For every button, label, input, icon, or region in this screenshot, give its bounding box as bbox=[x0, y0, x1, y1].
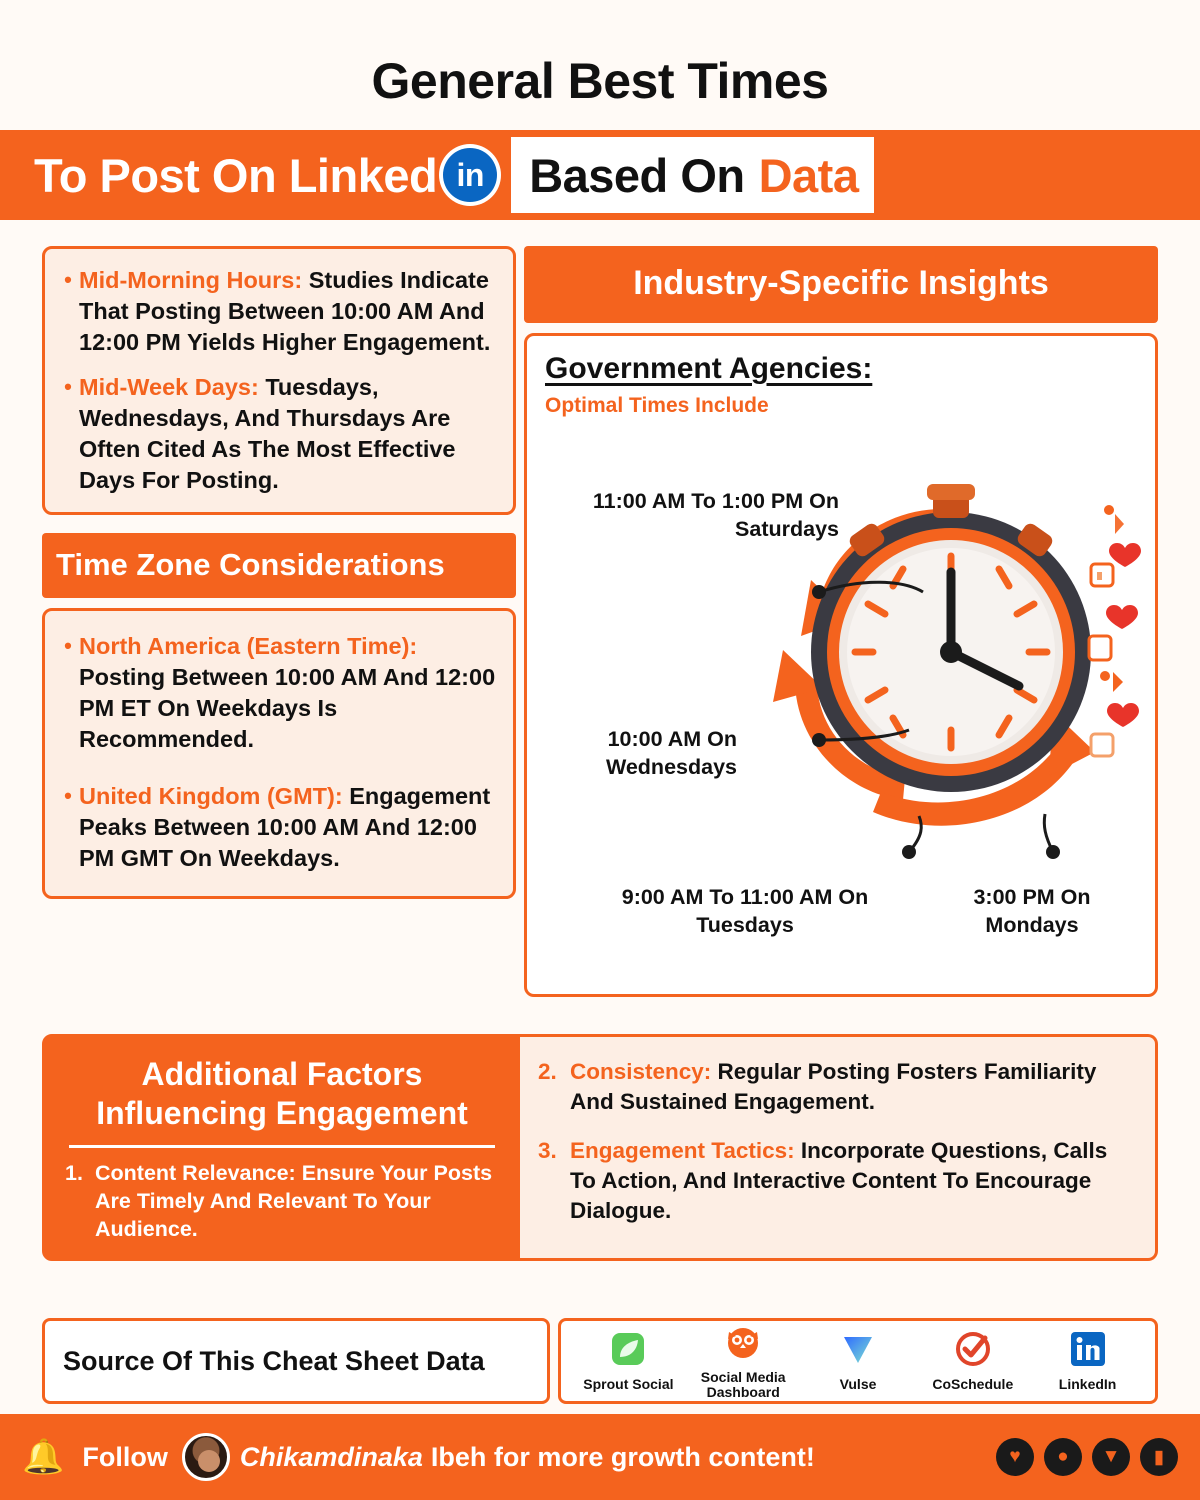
additional-factors-card bbox=[42, 1034, 520, 1261]
owl-icon bbox=[723, 1322, 763, 1367]
additional-notes-card bbox=[520, 1034, 1158, 1261]
vulse-triangle-icon bbox=[838, 1329, 878, 1374]
additional-factors-section bbox=[42, 1034, 1158, 1261]
item-rest: Ensure Your Posts Are Timely And Relevant To Your Audience. bbox=[95, 1161, 493, 1241]
header-band-left bbox=[34, 144, 503, 206]
send-icon[interactable]: ▼ bbox=[1092, 1438, 1130, 1476]
bullet-dot-icon: • bbox=[64, 374, 72, 400]
bullet-dot-icon: • bbox=[64, 783, 72, 809]
bullet-lead: United Kingdom (GMT): bbox=[79, 783, 343, 810]
bullet-rest: Studies Indicate That Posting Between 10:00 AM And 12:00 PM Yields Higher Engagement. bbox=[79, 267, 491, 356]
bullet-dot-icon: • bbox=[64, 633, 72, 659]
source-item-vulse bbox=[803, 1329, 913, 1392]
footer-bar bbox=[0, 1414, 1200, 1500]
government-agencies-card bbox=[524, 333, 1158, 997]
list-item bbox=[538, 1057, 1137, 1116]
item-lead: Engagement Tactics: bbox=[570, 1138, 795, 1164]
header-band-right-text: Based On bbox=[529, 148, 745, 202]
bullet-lead: North America (Eastern Time): bbox=[79, 633, 418, 660]
item-lead: Content Relevance: bbox=[95, 1161, 296, 1186]
list-item bbox=[57, 631, 497, 755]
list-item bbox=[65, 1160, 499, 1244]
sources-label: Source Of This Cheat Sheet Data bbox=[42, 1318, 550, 1404]
bullet-rest: Engagement Peaks Between 10:00 AM And 12:00 PM GMT On Weekdays. bbox=[79, 783, 491, 872]
source-item-linkedin bbox=[1033, 1329, 1143, 1392]
footer-social-icons bbox=[996, 1438, 1178, 1476]
linkedin-icon-glyph: in bbox=[443, 148, 497, 202]
header-band-accent: Data bbox=[758, 148, 859, 202]
item-rest: Regular Posting Fosters Familiarity And Sustained Engagement. bbox=[570, 1059, 1097, 1114]
linkedin-icon bbox=[439, 144, 501, 206]
item-lead: Consistency: bbox=[570, 1059, 712, 1084]
sprout-leaf-icon bbox=[608, 1329, 648, 1374]
source-item-coschedule bbox=[918, 1329, 1028, 1392]
bell-icon: 🔔 bbox=[22, 1438, 65, 1476]
timezone-card bbox=[42, 608, 516, 899]
list-item bbox=[57, 372, 497, 496]
source-name: LinkedIn bbox=[1058, 1376, 1117, 1393]
label-tuesday: 9:00 AM To 11:00 AM On Tuesdays bbox=[621, 885, 869, 937]
source-name: Vulse bbox=[839, 1376, 877, 1393]
label-monday: 3:00 PM On Mondays bbox=[973, 885, 1091, 937]
footer-author-name: Chikamdinaka bbox=[239, 1441, 423, 1472]
header-band bbox=[0, 130, 1200, 220]
left-column bbox=[42, 246, 516, 899]
bullet-rest: Posting Between 10:00 AM And 12:00 PM ET On Weekdays Is Recommended. bbox=[79, 664, 496, 753]
source-name: Sprout Social bbox=[583, 1376, 674, 1393]
avatar bbox=[182, 1433, 230, 1481]
bullet-rest: Tuesdays, Wednesdays, And Thursdays Are Often Cited As The Most Effective Days For Posting. bbox=[79, 374, 456, 494]
item-number: 3. bbox=[538, 1138, 557, 1164]
source-item-sprout-social bbox=[573, 1329, 683, 1392]
general-best-times-card bbox=[42, 246, 516, 515]
footer-author-rest: Ibeh for more growth content! bbox=[430, 1441, 815, 1472]
coschedule-check-icon bbox=[953, 1329, 993, 1374]
source-name: Social Media Dashboard bbox=[700, 1368, 786, 1400]
header-band-left-text: To Post On Linked bbox=[34, 148, 438, 202]
timezone-heading: Time Zone Considerations bbox=[42, 533, 516, 598]
item-number: 1. bbox=[65, 1161, 83, 1186]
source-item-social-media-dashboard bbox=[688, 1322, 798, 1401]
right-column bbox=[524, 246, 1158, 997]
label-wednesday: 10:00 AM On Wednesdays bbox=[605, 727, 737, 779]
header-band-right bbox=[511, 137, 874, 213]
bullet-dot-icon: • bbox=[64, 267, 72, 292]
linkedin-icon bbox=[1068, 1329, 1108, 1374]
divider bbox=[69, 1145, 495, 1148]
list-item bbox=[538, 1136, 1137, 1225]
gov-subtitle: Optimal Times Include bbox=[545, 394, 769, 417]
list-item bbox=[57, 265, 497, 358]
item-number: 2. bbox=[538, 1059, 557, 1084]
gov-title: Government Agencies: bbox=[545, 352, 873, 385]
sources-section bbox=[42, 1318, 1158, 1404]
bookmark-icon[interactable]: ▮ bbox=[1140, 1438, 1178, 1476]
list-item bbox=[57, 781, 497, 874]
bullet-lead: Mid-Morning Hours: bbox=[79, 267, 303, 293]
item-rest: Incorporate Questions, Calls To Action, And Interactive Content To Encourage Dialogue. bbox=[570, 1138, 1108, 1223]
label-saturday: 11:00 AM To 1:00 PM On Saturdays bbox=[592, 489, 839, 541]
source-name: CoSchedule bbox=[932, 1376, 1014, 1393]
additional-factors-heading: Additional Factors Influencing Engagement bbox=[96, 1056, 468, 1132]
heart-icon[interactable]: ♥ bbox=[996, 1438, 1034, 1476]
comment-icon[interactable]: ● bbox=[1044, 1438, 1082, 1476]
insights-heading: Industry-Specific Insights bbox=[524, 246, 1158, 323]
bullet-lead: Mid-Week Days: bbox=[79, 374, 259, 401]
footer-follow-label: Follow bbox=[82, 1441, 168, 1472]
page-title: General Best Times bbox=[371, 53, 829, 109]
sources-logos bbox=[558, 1318, 1158, 1404]
